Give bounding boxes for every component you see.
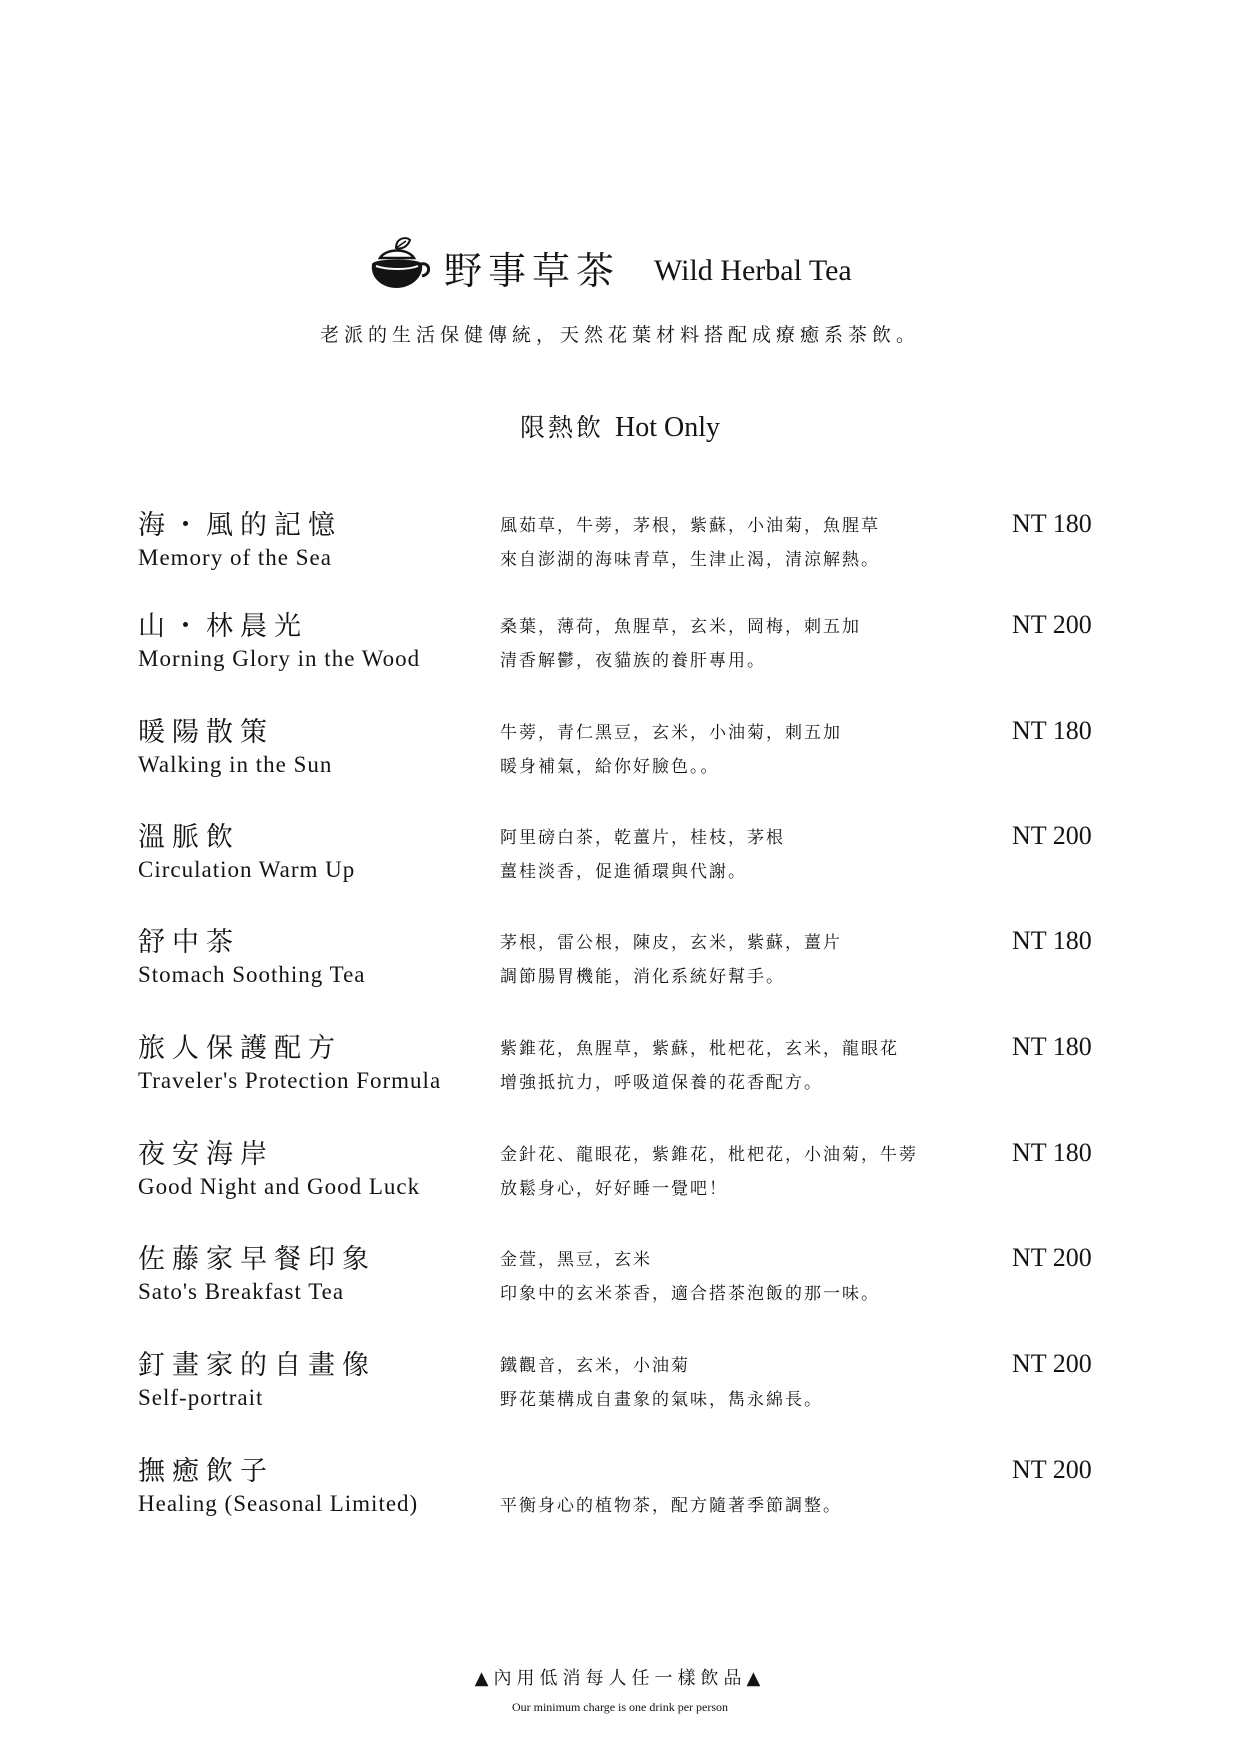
item-name-en: Memory of the Sea — [138, 545, 332, 570]
item-description: 增強抵抗力，呼吸道保養的花香配方。 — [500, 1073, 823, 1093]
item-price: NT 200 — [1012, 821, 1092, 850]
minimum-charge-note-zh: ▲內用低消每人任一樣飲品▲ — [474, 1668, 766, 1689]
item-price: NT 180 — [1012, 926, 1092, 955]
item-description: 印象中的玄米茶香，適合搭茶泡飯的那一味。 — [500, 1284, 880, 1304]
item-price: NT 200 — [1012, 610, 1092, 639]
item-name-en: Sato's Breakfast Tea — [138, 1279, 345, 1304]
item-name-zh: 釘畫家的自畫像 — [138, 1350, 376, 1381]
menu-title-en: Wild Herbal Tea — [654, 254, 852, 287]
item-name-zh: 撫癒飲子 — [138, 1456, 274, 1487]
item-price: NT 180 — [1012, 509, 1092, 538]
menu-item — [0, 1449, 1240, 1541]
menu-title-zh: 野事草茶 — [444, 249, 621, 293]
item-name-zh: 山・林晨光 — [138, 611, 308, 642]
teapot-icon — [366, 234, 430, 294]
item-ingredients: 金針花、龍眼花，紫錐花，枇杷花，小油菊，牛蒡 — [500, 1145, 918, 1165]
item-price: NT 200 — [1012, 1349, 1092, 1378]
section-label-en: Hot Only — [615, 412, 721, 443]
menu-item — [0, 920, 1240, 1012]
item-ingredients: 桑葉，薄荷，魚腥草，玄米，岡梅，刺五加 — [500, 617, 861, 637]
item-name-zh: 夜安海岸 — [138, 1139, 274, 1170]
item-name-en: Traveler's Protection Formula — [138, 1068, 442, 1093]
item-name-zh: 舒中茶 — [138, 927, 240, 958]
menu-header — [0, 232, 1240, 302]
item-name-zh: 海・風的記憶 — [138, 510, 342, 541]
item-ingredients: 茅根，雷公根，陳皮，玄米，紫蘇，薑片 — [500, 933, 842, 953]
menu-item — [0, 1343, 1240, 1435]
menu-item — [0, 1237, 1240, 1329]
menu-item — [0, 710, 1240, 802]
item-price: NT 200 — [1012, 1455, 1092, 1484]
item-description: 暖身補氣，給你好臉色。。 — [500, 757, 720, 777]
item-name-en: Circulation Warm Up — [138, 857, 356, 882]
menu-subtitle: 老派的生活保健傳統，天然花葉材料搭配成療癒系茶飲。 — [319, 324, 920, 346]
item-name-en: Self-portrait — [138, 1385, 264, 1410]
item-name-en: Walking in the Sun — [138, 752, 333, 777]
item-name-zh: 溫脈飲 — [138, 822, 240, 853]
menu-item — [0, 1132, 1240, 1224]
item-description: 調節腸胃機能，消化系統好幫手。 — [500, 967, 785, 987]
item-description: 野花葉構成自畫象的氣味，雋永綿長。 — [500, 1390, 823, 1410]
item-description: 放鬆身心，好好睡一覺吧！ — [500, 1179, 728, 1199]
item-ingredients: 風茹草，牛蒡，茅根，紫蘇，小油菊，魚腥草 — [500, 516, 880, 536]
item-price: NT 180 — [1012, 1032, 1092, 1061]
item-name-en: Morning Glory in the Wood — [138, 646, 421, 671]
item-ingredients: 牛蒡，青仁黑豆，玄米，小油菊，刺五加 — [500, 723, 842, 743]
item-ingredients: 鐵觀音，玄米，小油菊 — [500, 1356, 690, 1376]
menu-item — [0, 815, 1240, 907]
item-name-zh: 佐藤家早餐印象 — [138, 1244, 376, 1275]
item-price: NT 180 — [1012, 1138, 1092, 1167]
item-name-en: Good Night and Good Luck — [138, 1174, 421, 1199]
minimum-charge-note-en: Our minimum charge is one drink per person — [511, 1700, 729, 1714]
item-name-en: Stomach Soothing Tea — [138, 962, 366, 987]
item-price: NT 200 — [1012, 1243, 1092, 1272]
item-description: 來自澎湖的海味青草，生津止渴，清涼解熱。 — [500, 550, 880, 570]
section-label — [0, 408, 1240, 444]
menu-item — [0, 1026, 1240, 1118]
section-label-zh: 限熱飲 — [519, 413, 604, 442]
item-description: 清香解鬱，夜貓族的養肝專用。 — [500, 651, 766, 671]
item-ingredients: 金萱，黑豆，玄米 — [500, 1250, 652, 1270]
item-ingredients: 阿里磅白茶，乾薑片，桂枝，茅根 — [500, 828, 785, 848]
item-price: NT 180 — [1012, 716, 1092, 745]
item-name-en: Healing (Seasonal Limited) — [138, 1491, 419, 1516]
item-description: 平衡身心的植物茶，配方隨著季節調整。 — [500, 1496, 842, 1516]
item-name-zh: 旅人保護配方 — [138, 1033, 342, 1064]
item-name-zh: 暖陽散策 — [138, 717, 274, 748]
menu-item — [0, 503, 1240, 595]
item-ingredients: 紫錐花，魚腥草，紫蘇，枇杷花，玄米，龍眼花 — [500, 1039, 899, 1059]
menu-item — [0, 604, 1240, 696]
item-description: 薑桂淡香，促進循環與代謝。 — [500, 862, 747, 882]
